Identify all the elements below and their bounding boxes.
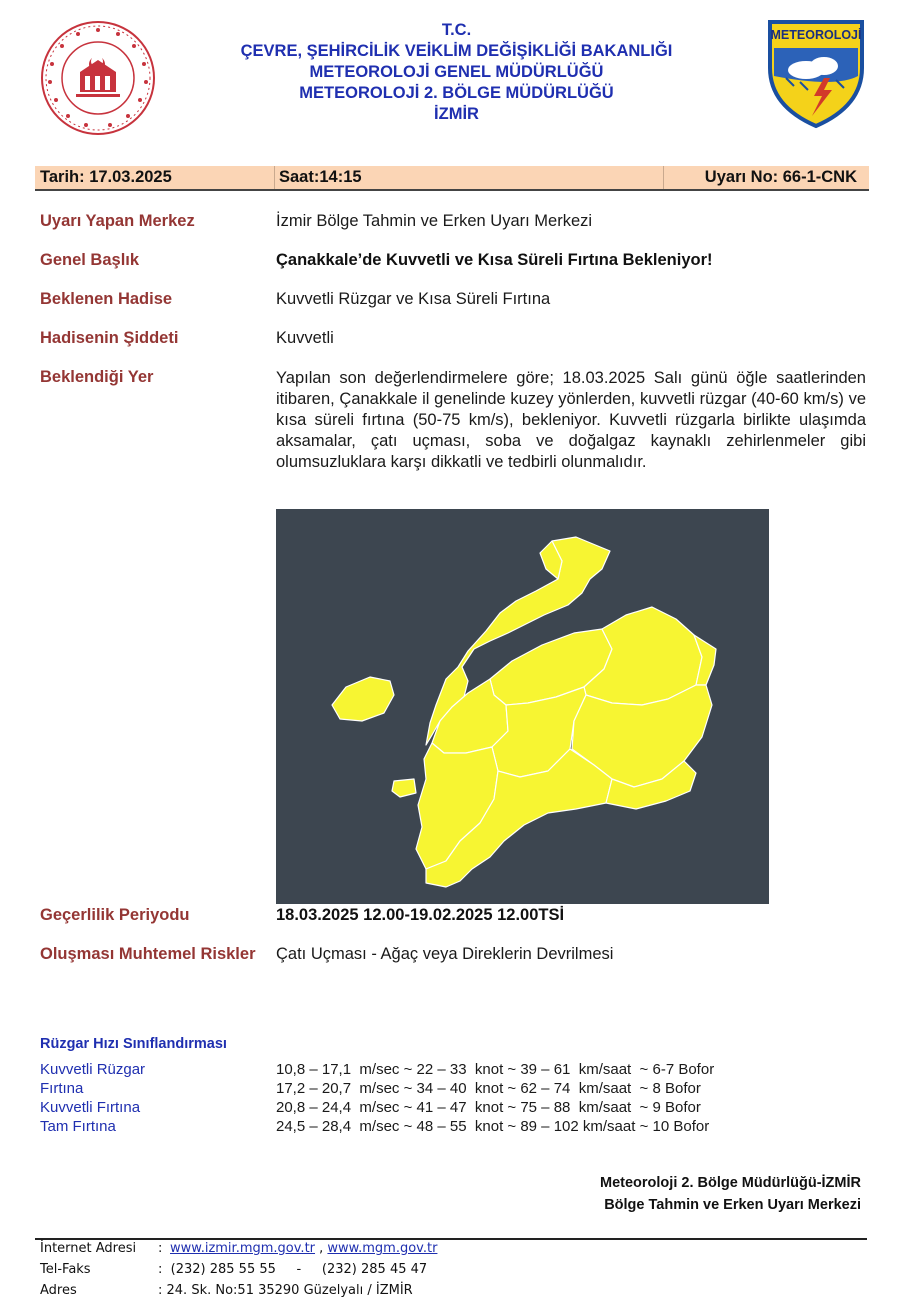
wind-scale-row (40, 1118, 870, 1137)
headline-label: Genel Başlık (40, 251, 140, 269)
warning-number: Uyarı No: 66-1-CNK (704, 168, 857, 186)
validity-label: Geçerlilik Periyodu (40, 906, 190, 924)
severity-label: Hadisenin Şiddeti (40, 329, 179, 347)
severity-value: Kuvvetli (276, 329, 334, 347)
footer-internet-label: İnternet Adresi (40, 1241, 137, 1256)
date-bar (35, 166, 869, 191)
canakkale-warning-map (276, 509, 769, 904)
meteoroloji-logo-text: METEOROLOJİ (770, 28, 862, 42)
wind-scale-title: Rüzgar Hızı Sınıflandırması (40, 1036, 227, 1052)
footer-telfax-label: Tel-Faks (40, 1262, 91, 1277)
place-label: Beklendiği Yer (40, 368, 154, 386)
issuer-label: Uyarı Yapan Merkez (40, 212, 195, 230)
wind-class-name: Fırtına (40, 1080, 84, 1097)
footer-internet-colon: : (158, 1241, 163, 1256)
header-line-general-directorate: METEOROLOJİ GENEL MÜDÜRLÜĞÜ (309, 63, 604, 81)
warning-time: Saat:14:15 (279, 168, 362, 186)
event-value: Kuvvetli Rüzgar ve Kısa Süreli Fırtına (276, 290, 551, 308)
date-bar-divider (274, 166, 275, 189)
risks-label: Oluşması Muhtemel Riskler (40, 945, 256, 963)
wind-class-values: 24,5 – 28,4 m/sec ~ 48 – 55 knot ~ 89 – 102 km/saat ~ 10 Bofor (276, 1118, 710, 1135)
place-value: Yapılan son değerlendirmelere göre; 18.03.2025 Salı günü öğle saatlerinden itibaren, Çanakkale il genelinde kuzey yönlerden, kuvvetli rüzgar (40-60 km/s) ve kısa süreli fırtına (50-75 km/s), bekleniyor. Kuvvetli rüzgarla birlikte ulaşımda aksamalar, çatı uçması, soba ve doğalgaz kaynaklı zehirlenmeler gibi olumsuzluklara karşı dikkatli ve tedbirli olunmalıdır. (276, 369, 866, 471)
wind-class-values: 17,2 – 20,7 m/sec ~ 34 – 40 knot ~ 62 – 74 km/saat ~ 8 Bofor (276, 1080, 701, 1097)
wind-class-name: Tam Fırtına (40, 1118, 116, 1135)
mgm-link[interactable]: www.mgm.gov.tr (327, 1241, 438, 1256)
event-label: Beklenen Hadise (40, 290, 173, 308)
header-line-city: İZMİR (434, 105, 479, 123)
footer-address-value: : 24. Sk. No:51 35290 Güzelyalı / İZMİR (158, 1283, 413, 1298)
wind-class-values: 10,8 – 17,1 m/sec ~ 22 – 33 knot ~ 39 – 61 km/saat ~ 6-7 Bofor (276, 1061, 715, 1078)
issuer-value: İzmir Bölge Tahmin ve Erken Uyarı Merkezi (276, 212, 593, 230)
footer-link-separator: , (315, 1241, 328, 1256)
date-bar-divider (663, 166, 664, 189)
footer-address-label: Adres (40, 1283, 77, 1298)
izmir-mgm-link[interactable]: www.izmir.mgm.gov.tr (170, 1241, 316, 1256)
wind-scale-row (40, 1099, 870, 1118)
footer-telfax-value: : (232) 285 55 55 - (232) 285 45 47 (158, 1262, 428, 1277)
footer-internet-links (170, 1241, 437, 1256)
header-line-ministry: ÇEVRE, ŞEHİRCİLİK VEİKLİM DEĞİŞİKLİĞİ BAKANLIĞI (240, 42, 673, 60)
wind-class-name: Kuvvetli Rüzgar (40, 1061, 146, 1078)
risks-value: Çatı Uçması - Ağaç veya Direklerin Devrilmesi (276, 945, 614, 963)
warning-date: Tarih: 17.03.2025 (40, 168, 172, 186)
wind-class-values: 20,8 – 24,4 m/sec ~ 41 – 47 knot ~ 75 – 88 km/saat ~ 9 Bofor (276, 1099, 701, 1116)
wind-class-name: Kuvvetli Fırtına (40, 1099, 141, 1116)
validity-value: 18.03.2025 12.00-19.02.2025 12.00TSİ (276, 906, 565, 924)
signature-line-center: Bölge Tahmin ve Erken Uyarı Merkezi (604, 1197, 861, 1213)
headline-value: Çanakkale’de Kuvvetli ve Kısa Süreli Fırtına Bekleniyor! (276, 251, 713, 269)
signature-line-directorate: Meteoroloji 2. Bölge Müdürlüğü-İZMİR (600, 1175, 861, 1191)
wind-scale-row (40, 1080, 870, 1099)
wind-scale-row (40, 1061, 870, 1080)
map-island-bozcaada (392, 779, 416, 797)
header-line-regional-directorate: METEOROLOJİ 2. BÖLGE MÜDÜRLÜĞÜ (299, 84, 614, 102)
header-line-tc: T.C. (441, 21, 472, 39)
footer-divider (35, 1238, 867, 1240)
